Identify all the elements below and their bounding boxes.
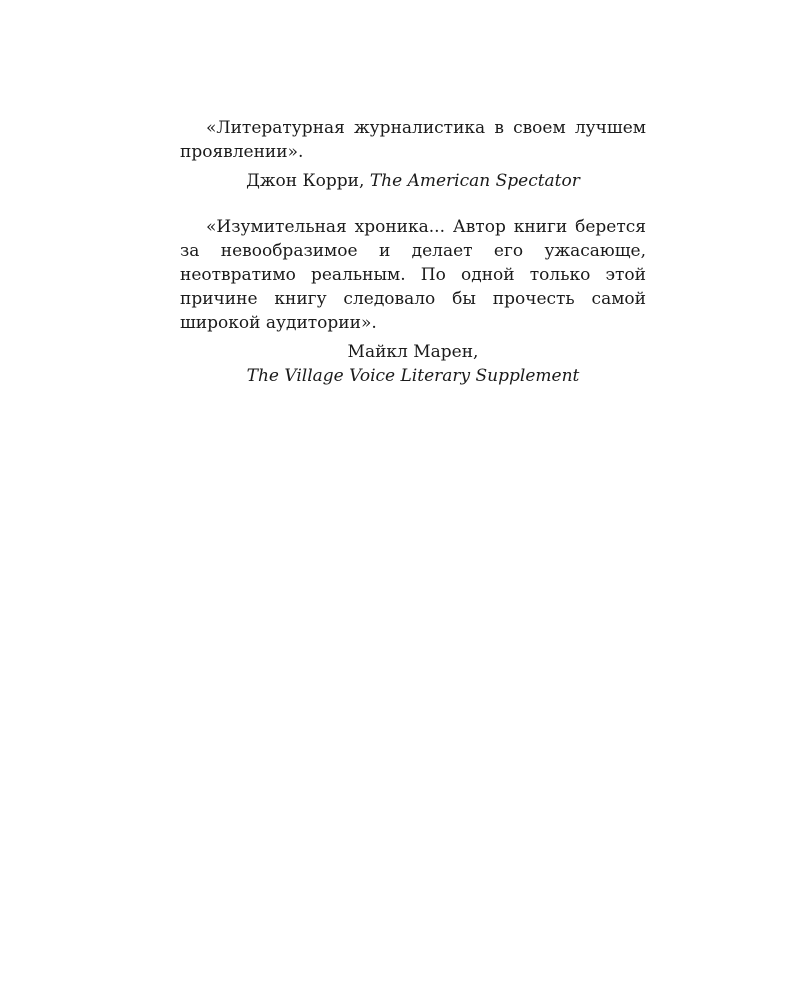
review-attribution bbox=[180, 340, 646, 388]
review-publication: The American Spectator bbox=[369, 171, 580, 191]
review-block-1 bbox=[180, 116, 646, 193]
review-quote: «Изумительная хроника... Автор книги берется за невообразимое и делает его ужасающе, неотвратимо реальным. По одной только этой причине книгу следовало бы прочесть самой широкой аудитории». bbox=[180, 217, 646, 333]
review-author: Джон Корри, bbox=[246, 171, 365, 191]
review-author: Майкл Марен, bbox=[347, 342, 479, 362]
review-attribution bbox=[180, 169, 646, 193]
review-block-2 bbox=[180, 215, 646, 388]
review-quote: «Литературная журналистика в своем лучшем проявлении». bbox=[180, 118, 646, 162]
review-publication: The Village Voice Literary Supplement bbox=[246, 366, 580, 386]
book-page bbox=[180, 116, 646, 410]
